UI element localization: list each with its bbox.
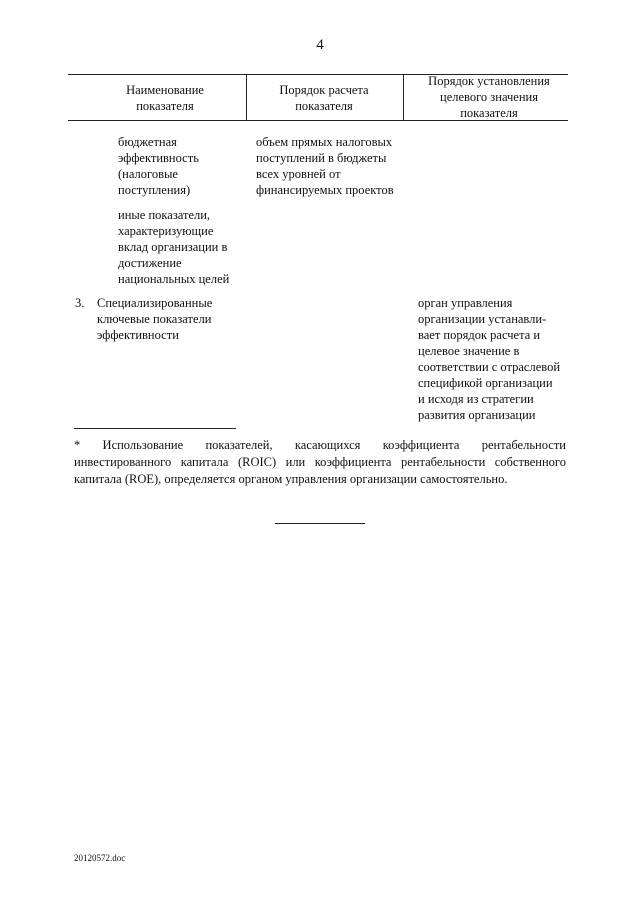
footnote-text: * Использование показателей, касающихся коэффициента рентабельности инвестированного капитала (ROIC) или коэффициента рентабельности собственного капитала (ROE), определяется органом управления организации самостоятельно. [74,438,566,486]
row3-number: 3. [75,296,85,310]
header-calc: Порядок расчета показателя [279,83,369,113]
table-header-divider-1 [246,74,247,120]
row2-name: иные показатели, характеризующие вклад организации в достижение национальных целей [118,208,230,286]
doc-code: 20120572.doc [74,853,126,863]
header-target: Порядок установления целевого значения показателя [428,74,550,120]
footnote-separator [74,428,236,429]
row1-name: бюджетная эффективность (налоговые поступления) [118,135,199,197]
row3-target: орган управления организации устанавли- вает порядок расчета и целевое значение в соответствии с отраслевой спецификой организации и исходя из стратегии развития организации [418,296,561,422]
end-separator [275,523,365,524]
row3-name: Специализированные ключевые показатели эффективности [97,296,213,342]
row1-calc: объем прямых налоговых поступлений в бюджеты всех уровней от финансируемых проектов [256,135,394,197]
header-name: Наименование показателя [126,83,204,113]
table-header-divider-2 [403,74,404,120]
page-number: 4 [316,37,324,53]
